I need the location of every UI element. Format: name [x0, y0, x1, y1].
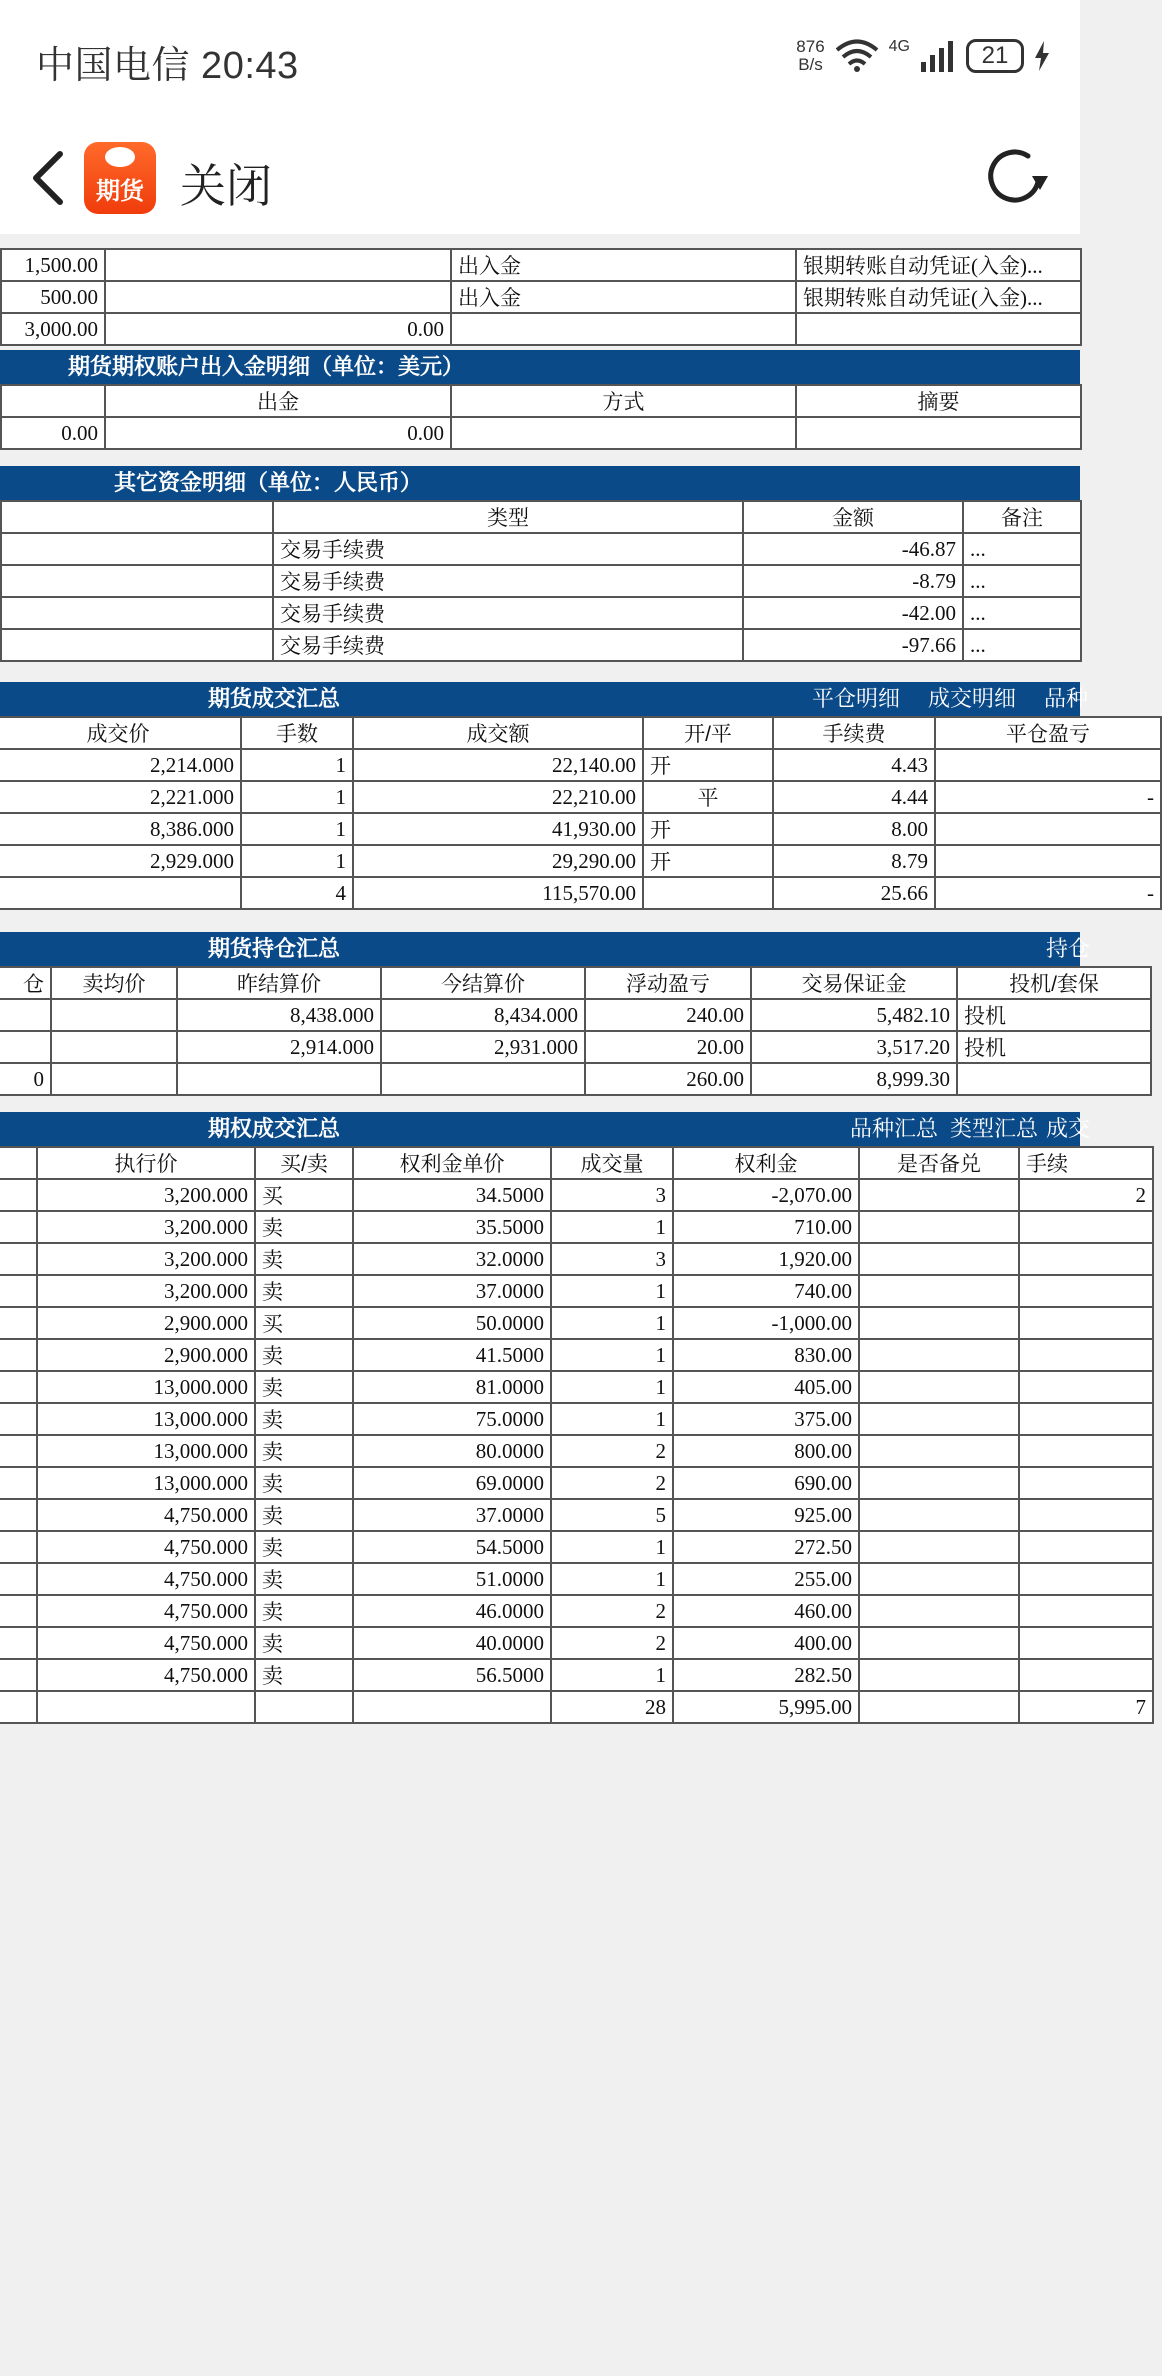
table-row: 8,438.000 8,434.000 240.00 5,482.10 投机 — [0, 999, 1151, 1031]
section-title: 期货成交汇总 — [208, 686, 341, 711]
link-variety-summary[interactable]: 品种汇总 — [850, 1116, 939, 1141]
status-icons — [796, 38, 1050, 74]
link-trade-detail[interactable]: 成交明细 — [928, 686, 1017, 711]
cash-flow-table — [0, 248, 1082, 346]
section-title: 期货期权账户出入金明细（单位：美元） — [68, 354, 465, 379]
status-bar — [0, 0, 1080, 120]
network-type: 4G — [888, 38, 910, 55]
link-close-detail[interactable]: 平仓明细 — [812, 686, 901, 711]
other-funds-table — [0, 500, 1082, 662]
table-row: 交易手续费 -46.87 ... — [1, 533, 1081, 565]
section-title: 期权成交汇总 — [208, 1116, 341, 1141]
table-row: 交易手续费 -8.79 ... — [1, 565, 1081, 597]
table-row: 13,000.000 卖 81.0000 1 405.00 — [0, 1371, 1153, 1403]
net-speed: 876 B/s — [796, 37, 825, 74]
table-row: 1,500.00 出入金 银期转账自动凭证(入金)... — [1, 249, 1081, 281]
table-row: 13,000.000 卖 75.0000 1 375.00 — [0, 1403, 1153, 1435]
link-positions[interactable]: 持仓 — [1046, 936, 1091, 961]
table-row: 4,750.000 卖 37.0000 5 925.00 — [0, 1499, 1153, 1531]
wifi-icon — [835, 39, 879, 73]
section-header-usd — [0, 350, 1080, 384]
table-row: 3,000.00 0.00 — [1, 313, 1081, 345]
table-total-row: 28 5,995.00 7 — [0, 1691, 1153, 1723]
section-header-other-funds — [0, 466, 1080, 500]
refresh-icon[interactable] — [980, 142, 1050, 212]
usd-table — [0, 384, 1082, 450]
table-header-row: 执行价 买/卖 权利金单价 成交量 权利金 是否备兑 手续 — [0, 1147, 1153, 1179]
section-header-options — [0, 1112, 1091, 1146]
table-row: 13,000.000 卖 80.0000 2 800.00 — [0, 1435, 1153, 1467]
table-row: 3,200.000 卖 37.0000 1 740.00 — [0, 1275, 1153, 1307]
table-row: 2,929.000 1 29,290.00 开 8.79 — [0, 845, 1161, 877]
section-header-positions — [0, 932, 1091, 966]
table-row: 8,386.000 1 41,930.00 开 8.00 — [0, 813, 1161, 845]
section-title: 其它资金明细（单位：人民币） — [114, 470, 423, 495]
charging-icon — [1034, 41, 1050, 71]
table-row: 3,200.000 买 34.5000 3 -2,070.00 2 — [0, 1179, 1153, 1211]
link-type-summary[interactable]: 类型汇总 — [950, 1116, 1039, 1141]
table-row: 4,750.000 卖 56.5000 1 282.50 — [0, 1659, 1153, 1691]
table-header-row: 出金 方式 摘要 — [1, 385, 1081, 417]
table-row: 4,750.000 卖 46.0000 2 460.00 — [0, 1595, 1153, 1627]
table-row: 4,750.000 卖 54.5000 1 272.50 — [0, 1531, 1153, 1563]
table-row: 13,000.000 卖 69.0000 2 690.00 — [0, 1467, 1153, 1499]
link-trades[interactable]: 成交 — [1046, 1116, 1091, 1141]
logo-mark-icon — [105, 147, 135, 167]
table-header-row: 成交价 手数 成交额 开/平 手续费 平仓盈亏 — [0, 717, 1161, 749]
table-row: 2,900.000 卖 41.5000 1 830.00 — [0, 1339, 1153, 1371]
table-header-row: 仓 卖均价 昨结算价 今结算价 浮动盈亏 交易保证金 投机/套保 — [0, 967, 1151, 999]
table-row: 0.00 0.00 — [1, 417, 1081, 449]
table-header-row: 类型 金额 备注 — [1, 501, 1081, 533]
positions-table — [0, 966, 1152, 1096]
futures-app-logo: 期货 — [84, 142, 156, 214]
section-title: 期货持仓汇总 — [208, 936, 341, 961]
table-row: 交易手续费 -97.66 ... — [1, 629, 1081, 661]
battery-icon: 21 — [966, 39, 1024, 73]
carrier-time: 中国电信 20:43 — [36, 45, 299, 87]
table-row: 3,200.000 卖 32.0000 3 1,920.00 — [0, 1243, 1153, 1275]
app-bar — [0, 120, 1080, 234]
back-arrow-icon[interactable] — [26, 150, 70, 206]
options-table — [0, 1146, 1154, 1724]
table-row: 4,750.000 卖 51.0000 1 255.00 — [0, 1563, 1153, 1595]
table-row: 4,750.000 卖 40.0000 2 400.00 — [0, 1627, 1153, 1659]
table-row: 3,200.000 卖 35.5000 1 710.00 — [0, 1211, 1153, 1243]
section-header-futures-trades — [0, 682, 1089, 716]
close-button[interactable]: 关闭 — [180, 160, 272, 212]
table-total-row: 0 260.00 8,999.30 — [0, 1063, 1151, 1095]
signal-icon — [920, 40, 956, 72]
table-row: 2,221.000 1 22,210.00 平 4.44 - — [0, 781, 1161, 813]
table-row: 2,900.000 买 50.0000 1 -1,000.00 — [0, 1307, 1153, 1339]
link-variety[interactable]: 品种 — [1044, 686, 1089, 711]
table-row: 交易手续费 -42.00 ... — [1, 597, 1081, 629]
table-row: 500.00 出入金 银期转账自动凭证(入金)... — [1, 281, 1081, 313]
table-total-row: 4 115,570.00 25.66 - — [0, 877, 1161, 909]
table-row: 2,214.000 1 22,140.00 开 4.43 — [0, 749, 1161, 781]
table-row: 2,914.000 2,931.000 20.00 3,517.20 投机 — [0, 1031, 1151, 1063]
futures-trades-table — [0, 716, 1162, 910]
